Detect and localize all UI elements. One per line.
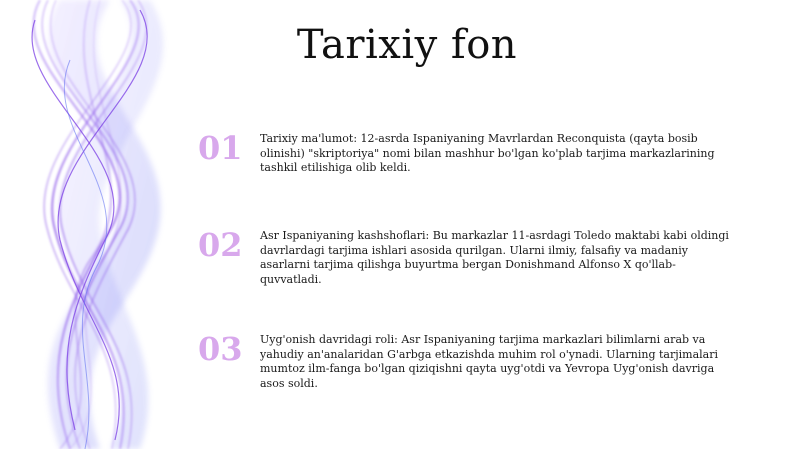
- item-text: Asr Ispaniyaning kashshoflari: Bu markazlar 11-asrdagi Toledo maktabi kabi oldingi davrlardagi tarjima ishlari asosida qurilgan. Ularni ilmiy, falsafiy va madaniy asarlarni tarjima qilishga buyurtma bergan Donishmand Alfonso X qo'llab-quvvatladi.: [260, 229, 729, 286]
- slide-title: Tarixiy fon: [296, 22, 518, 68]
- item-number: 03: [198, 330, 243, 368]
- item-text: Uyg'onish davridagi roli: Asr Ispaniyaning tarjima markazlari bilimlarni arab va yahudiy an'analaridan G'arbga etkazishda muhim rol o'ynadi. Ularning tarjimalari mumtoz ilm-fanga bo'lgan qiziqishni qayta uyg'otdi va Yevropa Uyg'onish davriga asos soldi.: [260, 333, 719, 390]
- item-number: 01: [198, 129, 243, 167]
- item-number: 02: [198, 226, 243, 264]
- item-text: Tarixiy ma'lumot: 12-asrda Ispaniyaning Mavrlardan Reconquista (qayta bosib olinishi) "skriptoriya" nomi bilan mashhur bo'lgan ko'plab tarjima markazlarining tashkil etilishiga olib keldi.: [260, 132, 715, 174]
